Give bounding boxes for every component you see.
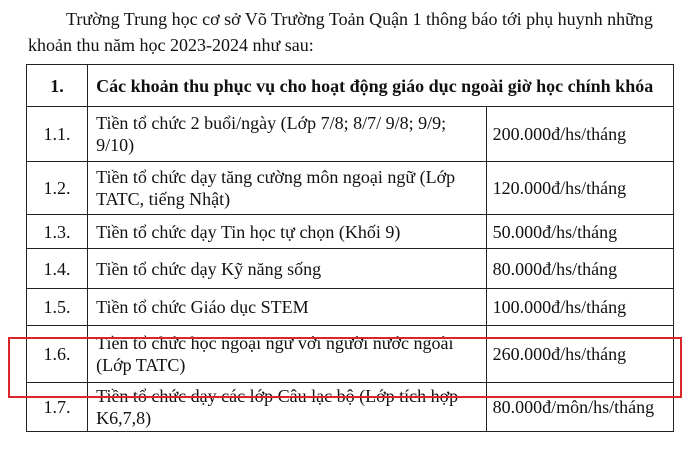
table-row <box>27 107 674 162</box>
row-description: Tiền tổ chức dạy các lớp Câu lạc bộ (Lớp tích hợp K6,7,8) <box>88 383 487 432</box>
row-number: 1.2. <box>27 162 88 215</box>
table-row <box>27 249 674 289</box>
row-description: Tiền tổ chức dạy Tin học tự chọn (Khối 9) <box>88 215 487 249</box>
row-number: 1.7. <box>27 383 88 432</box>
section-header-row <box>27 65 674 107</box>
row-amount: 200.000đ/hs/tháng <box>486 107 673 162</box>
table-row <box>27 383 674 432</box>
section-title: Các khoản thu phục vụ cho hoạt động giáo dục ngoài giờ học chính khóa <box>88 65 674 107</box>
table-row-highlighted <box>27 326 674 383</box>
row-number: 1.4. <box>27 249 88 289</box>
row-amount: 260.000đ/hs/tháng <box>486 326 673 383</box>
row-description: Tiền tổ chức dạy tăng cường môn ngoại ngữ (Lớp TATC, tiếng Nhật) <box>88 162 487 215</box>
table-row <box>27 215 674 249</box>
table-row <box>27 289 674 326</box>
row-amount: 50.000đ/hs/tháng <box>486 215 673 249</box>
row-amount: 120.000đ/hs/tháng <box>486 162 673 215</box>
section-number: 1. <box>27 65 88 107</box>
table-row <box>27 162 674 215</box>
row-description: Tiền tổ chức dạy Kỹ năng sống <box>88 249 487 289</box>
fee-table <box>26 64 674 432</box>
row-amount: 80.000đ/môn/hs/tháng <box>486 383 673 432</box>
row-amount: 100.000đ/hs/tháng <box>486 289 673 326</box>
row-description: Tiền tổ chức học ngoại ngữ với người nước ngoài (Lớp TATC) <box>88 326 487 383</box>
row-number: 1.6. <box>27 326 88 383</box>
row-description: Tiền tổ chức 2 buổi/ngày (Lớp 7/8; 8/7/ 9/8; 9/9; 9/10) <box>88 107 487 162</box>
row-description: Tiền tổ chức Giáo dục STEM <box>88 289 487 326</box>
row-amount: 80.000đ/hs/tháng <box>486 249 673 289</box>
row-number: 1.5. <box>27 289 88 326</box>
row-number: 1.3. <box>27 215 88 249</box>
row-number: 1.1. <box>27 107 88 162</box>
intro-paragraph: Trường Trung học cơ sở Võ Trường Toản Quận 1 thông báo tới phụ huynh những khoản thu năm học 2023-2024 như sau: <box>28 9 653 55</box>
